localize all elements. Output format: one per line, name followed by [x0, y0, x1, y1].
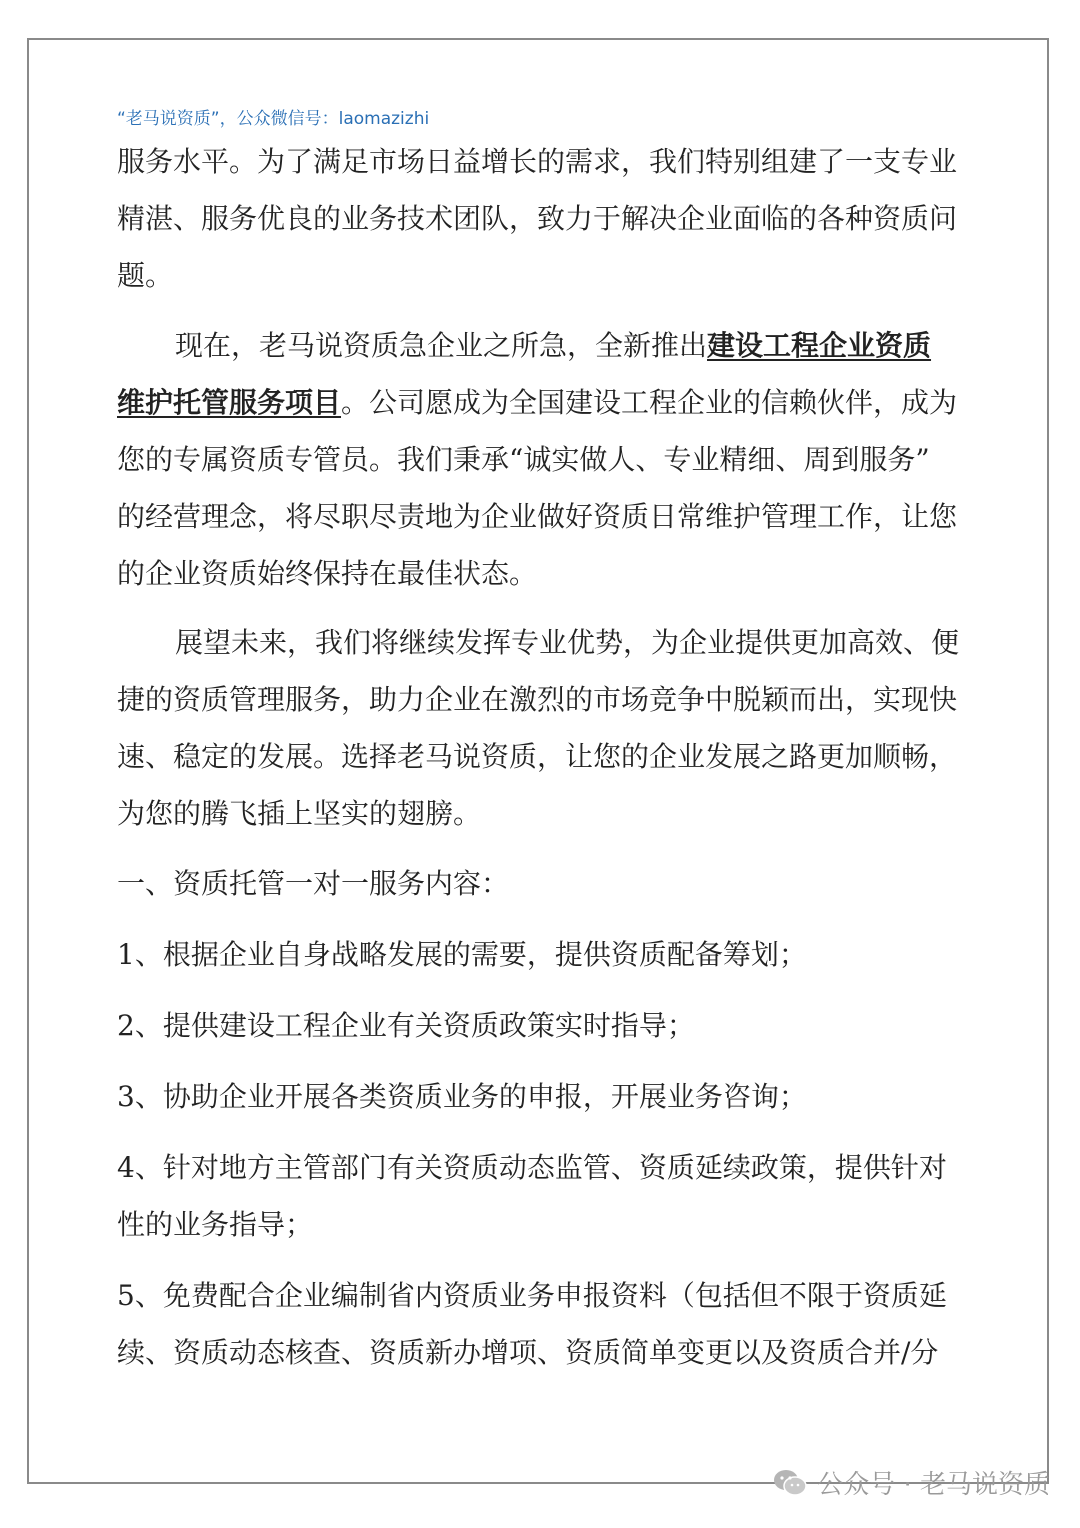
- text-line: 续、资质动态核查、资质新办增项、资质简单变更以及资质合并/分: [117, 1336, 939, 1369]
- text-run: 现在，老马说资质急企业之所急，全新推出: [175, 329, 708, 362]
- header-note: “老马说资质”，公众微信号：laomazizhi: [117, 109, 430, 129]
- paragraph-1: [117, 133, 975, 304]
- list-item: [117, 997, 975, 1054]
- text-line: 2、提供建设工程企业有关资质政策实时指导；: [117, 1009, 695, 1042]
- text-line: [117, 374, 975, 431]
- list-item: [117, 926, 975, 983]
- text-run: 。公司愿成为全国建设工程企业的信赖伙伴，成为: [341, 386, 958, 419]
- section-title: [117, 855, 975, 912]
- list-item: [117, 1068, 975, 1125]
- wechat-icon: [773, 1468, 807, 1498]
- text-line: 服务水平。为了满足市场日益增长的需求，我们特别组建了一支专业: [117, 145, 958, 178]
- paragraph-3: [117, 614, 975, 842]
- text-line: 性的业务指导；: [117, 1208, 314, 1241]
- list-item: [117, 1139, 975, 1253]
- text-line: 展望未来，我们将继续发挥专业优势，为企业提供更加高效、便: [175, 626, 960, 659]
- watermark-text: 公众号 · 老马说资质: [817, 1470, 1050, 1500]
- list-item: [117, 1267, 975, 1381]
- text-line: 为您的腾飞插上坚实的翅膀。: [117, 797, 482, 830]
- text-line: 的经营理念，将尽职尽责地为企业做好资质日常维护管理工作，让您: [117, 500, 958, 533]
- text-line: 5、免费配合企业编制省内资质业务申报资料（包括但不限于资质延: [117, 1279, 947, 1312]
- text-line: [117, 317, 975, 374]
- section-title-text: 一、资质托管一对一服务内容：: [117, 867, 510, 900]
- text-line: 3、协助企业开展各类资质业务的申报，开展业务咨询；: [117, 1080, 807, 1113]
- text-line: 的企业资质始终保持在最佳状态。: [117, 557, 538, 590]
- text-line: 捷的资质管理服务，助力企业在激烈的市场竞争中脱颖而出，实现快: [117, 683, 958, 716]
- text-line: 您的专属资质专管员。我们秉承“诚实做人、专业精细、周到服务”: [117, 443, 930, 476]
- watermark: [773, 1464, 1050, 1501]
- text-line: 4、针对地方主管部门有关资质动态监管、资质延续政策，提供针对: [117, 1151, 947, 1184]
- text-line: 精湛、服务优良的业务技术团队，致力于解决企业面临的各种资质问: [117, 202, 958, 235]
- service-project-link: 维护托管服务项目: [117, 386, 342, 419]
- text-line: 题。: [117, 259, 174, 292]
- paragraph-2: [117, 317, 975, 602]
- text-line: 1、根据企业自身战略发展的需要，提供资质配备筹划；: [117, 938, 807, 971]
- service-project-link: 建设工程企业资质: [707, 329, 932, 362]
- text-line: 速、稳定的发展。选择老马说资质，让您的企业发展之路更加顺畅，: [117, 740, 958, 773]
